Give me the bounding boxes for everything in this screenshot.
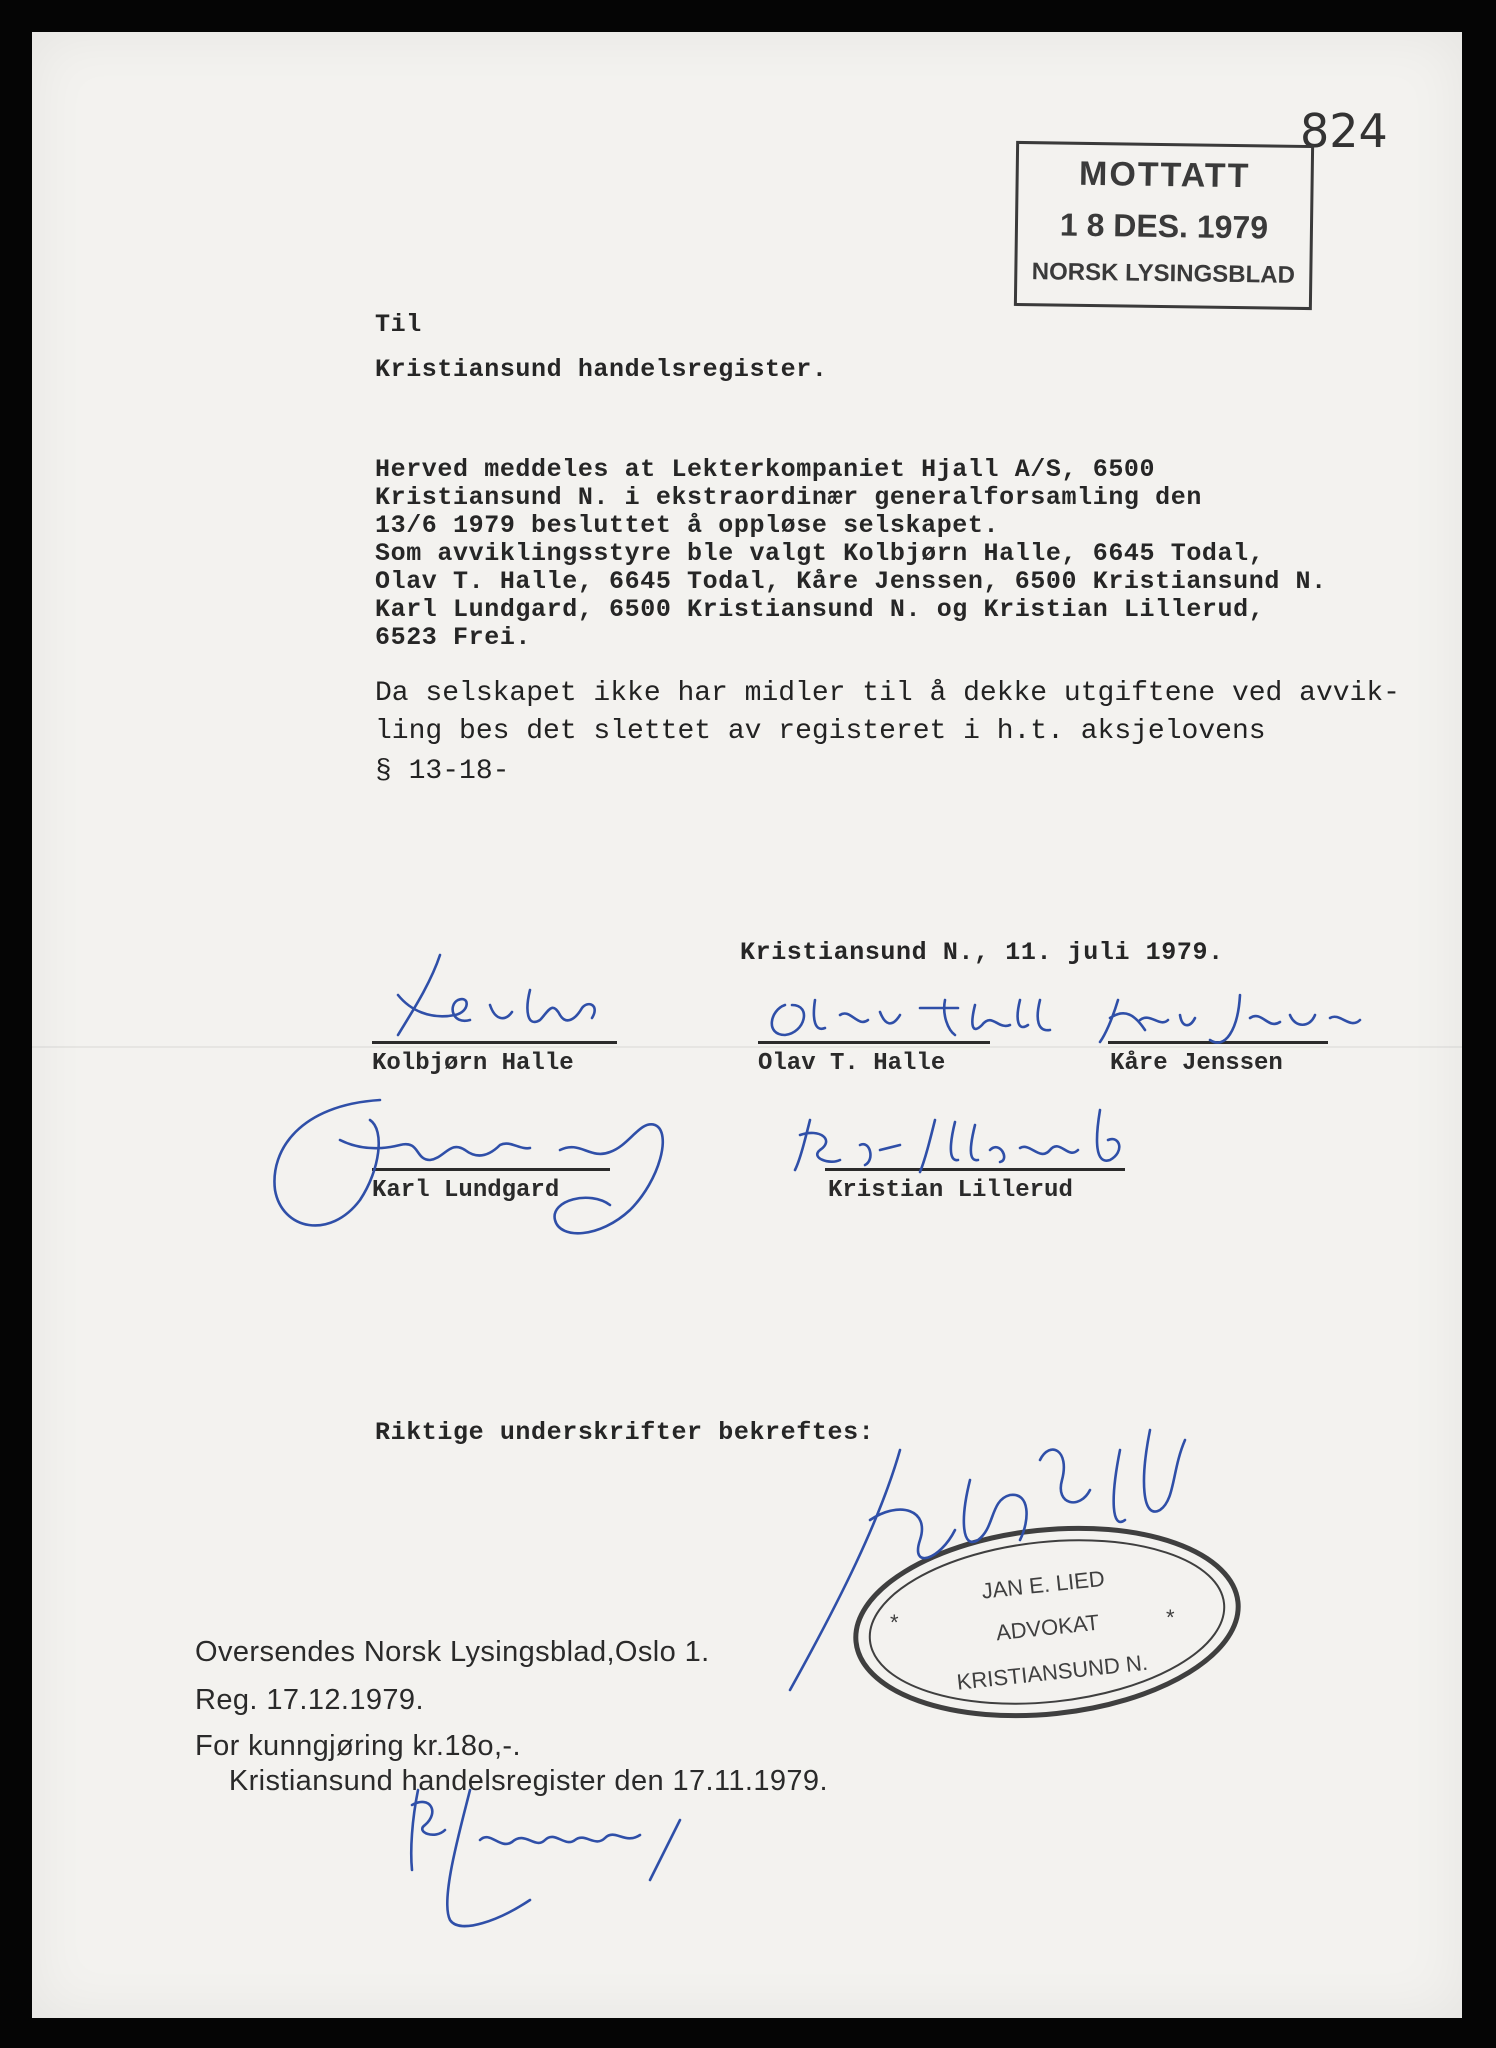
page-number: 824 (1300, 104, 1388, 158)
signatory-name: Karl Lundgard (372, 1177, 560, 1204)
advocate-name: JAN E. LIED (980, 1565, 1106, 1604)
signature-kare-jenssen (1100, 995, 1360, 1043)
signature-kristian-lillerud (795, 1110, 1119, 1172)
registry-line: Kristiansund handelsregister den 17.11.1979. (195, 1765, 828, 1797)
body-line: 13/6 1979 besluttet å oppløse selskapet. (375, 511, 1000, 540)
signatory-name: Olav T. Halle (758, 1050, 946, 1077)
salutation: Til (375, 310, 422, 339)
deletion-line: § 13-18- (375, 756, 510, 787)
body-line: Som avviklingsstyre ble valgt Kolbjørn Halle, 6645 Todal, (375, 539, 1265, 568)
confirmation-text: Riktige underskrifter bekreftes: (375, 1418, 875, 1447)
forwarding-line: Oversendes Norsk Lysingsblad,Oslo 1. (195, 1636, 710, 1668)
recipient: Kristiansund handelsregister. (375, 355, 828, 384)
signature-olav-halle (772, 1000, 1050, 1035)
body-line: 6523 Frei. (375, 623, 532, 652)
stamp-date: 1 8 DES. 1979 (1059, 206, 1269, 246)
signature-jan-lied (790, 1430, 1185, 1690)
signatory-name: Kristian Lillerud (828, 1177, 1073, 1204)
body-line: Olav T. Halle, 6645 Todal, Kåre Jenssen, 6500 Kristiansund N. (375, 567, 1327, 596)
deletion-line: ling bes det slettet av registeret i h.t. aksjelovens (375, 716, 1266, 747)
place-date: Kristiansund N., 11. juli 1979. (740, 938, 1224, 967)
stamp-received-label: MOTTATT (1078, 154, 1251, 196)
advocate-place: KRISTIANSUND N. (955, 1649, 1150, 1695)
stamp-star-left: * (890, 1610, 899, 1635)
stamp-publication: NORSK LYSINGSBLAD (1031, 258, 1296, 289)
deletion-line: Da selskapet ikke har midler til å dekke utgiftene ved avvik- (375, 678, 1400, 709)
body-line: Herved meddeles at Lekterkompaniet Hjall A/S, 6500 (375, 455, 1156, 484)
signatory-name: Kolbjørn Halle (372, 1050, 574, 1077)
fee-line: For kunngjøring kr.18o,-. (195, 1730, 521, 1762)
signatory-name: Kåre Jenssen (1110, 1050, 1283, 1077)
signature-karl-lundgard (274, 1100, 662, 1233)
signature-registrar (411, 1790, 680, 1926)
body-line: Karl Lundgard, 6500 Kristiansund N. og Kristian Lillerud, (375, 595, 1265, 624)
registration-date: Reg. 17.12.1979. (195, 1684, 424, 1716)
stamp-star-right: * (1166, 1605, 1175, 1630)
advocate-title: ADVOKAT (994, 1609, 1101, 1646)
signature-kolbjorn-halle (398, 955, 595, 1035)
body-line: Kristiansund N. i ekstraordinær generalforsamling den (375, 483, 1202, 512)
